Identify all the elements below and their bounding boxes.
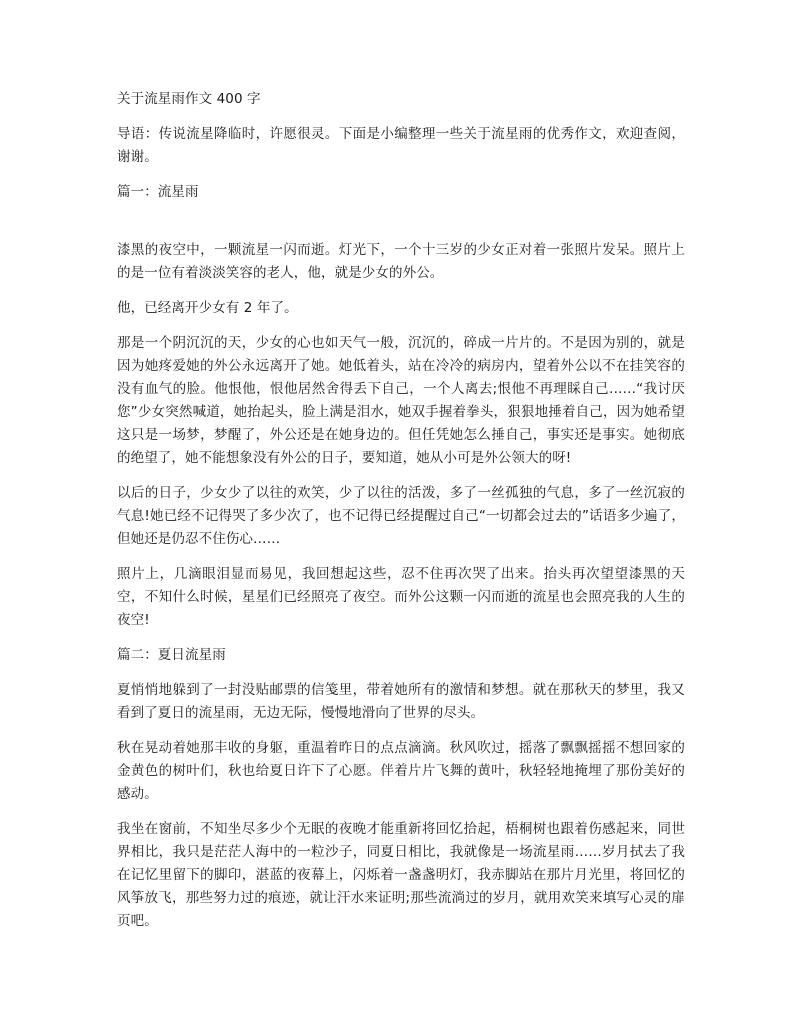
section-heading-1: 篇一：流星雨 bbox=[117, 184, 199, 200]
document-page bbox=[117, 88, 685, 945]
section-2-paragraph-2: 秋在晃动着她那丰收的身躯，重温着昨日的点点滴滴。秋风吹过，摇落了飘飘摇摇不想回家的金黄色的树叶们，秋也给夏日许下了心愿。伴着片片飞舞的黄叶，秋轻轻地掩埋了那份美好的感动。 bbox=[117, 740, 685, 802]
section-heading-2: 篇二：夏日流星雨 bbox=[117, 647, 226, 663]
section-1-paragraph-3: 那是一个阴沉沉的天，少女的心也如天气一般，沉沉的，碎成一片片的。不是因为别的，就是因为她疼爱她的外公永远离开了她。她低着头，站在冷冷的病房内，望着外公以不在挂笑容的没有血气的脸。他恨他，恨他居然舍得丢下自己，一个人离去;恨他不再理睬自己……“我讨厌您”少女突然喊道，她抬起头，脸上满是泪水，她双手握着拳头，狠狠地捶着自己，因为她希望这只是一场梦，梦醒了，外公还是在她身边的。但任凭她怎么捶自己，事实还是事实。她彻底的绝望了，她不能想象没有外公的日子，要知道，她从小可是外公领大的呀! bbox=[117, 335, 685, 466]
section-1-paragraph-2: 他，已经离开少女有 2 年了。 bbox=[117, 300, 298, 316]
intro-paragraph: 导语：传说流星降临时，许愿很灵。下面是小编整理一些关于流星雨的优秀作文，欢迎查阅，谢谢。 bbox=[117, 126, 685, 165]
section-2-paragraph-1: 夏悄悄地躲到了一封没贴邮票的信笺里，带着她所有的激情和梦想。就在那秋天的梦里，我又看到了夏日的流星雨，无边无际，慢慢地滑向了世界的尽头。 bbox=[117, 682, 685, 721]
section-2-paragraph-3: 我坐在窗前，不知坐尽多少个无眠的夜晚才能重新将回忆拾起，梧桐树也跟着伤感起来，同世界相比，我只是茫茫人海中的一粒沙子，同夏日相比，我就像是一场流星雨……岁月拭去了我在记忆里留下的脚印，湛蓝的夜幕上，闪烁着一盏盏明灯，我赤脚站在那片月光里，将回忆的风筝放飞，那些努力过的痕迹，就让汗水来证明;那些流淌过的岁月，就用欢笑来填写心灵的扉页吧。 bbox=[117, 821, 685, 929]
section-1-paragraph-4: 以后的日子，少女少了以往的欢笑，少了以往的活泼，多了一丝孤独的气息，多了一丝沉寂的气息!她已经不记得哭了多少次了，也不记得已经提醒过自己“一切都会过去的”话语多少遍了，但她还是仍忍不住伤心…… bbox=[117, 485, 685, 547]
section-spacer bbox=[117, 216, 685, 239]
section-1-paragraph-1: 漆黑的夜空中，一颗流星一闪而逝。灯光下，一个十三岁的少女正对着一张照片发呆。照片上的是一位有着淡淡笑容的老人，他，就是少女的外公。 bbox=[117, 242, 685, 281]
section-1-paragraph-5: 照片上，几滴眼泪显而易见，我回想起这些，忍不住再次哭了出来。抬头再次望望漆黑的天空，不知什么时候，星星们已经照亮了夜空。而外公这颗一闪而逝的流星也会照亮我的人生的夜空! bbox=[117, 566, 685, 628]
document-title: 关于流星雨作文 400 字 bbox=[117, 91, 261, 107]
